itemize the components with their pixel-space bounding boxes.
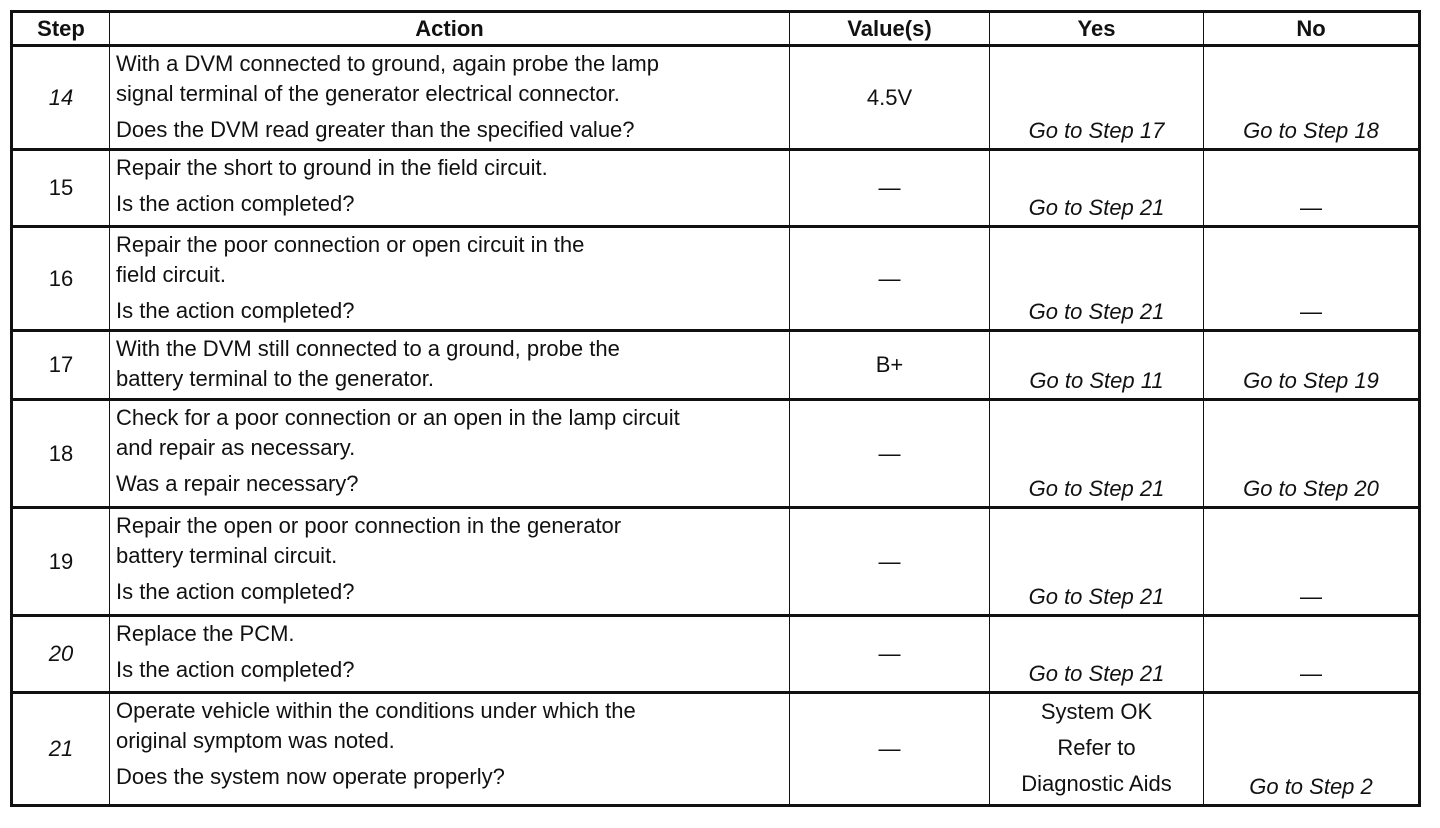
yes-goto: Go to Step 21 <box>1028 661 1165 686</box>
diagnostic-table-page <box>10 10 1418 822</box>
value-cell: — <box>790 400 990 508</box>
yes-goto: Go to Step 21 <box>1028 476 1165 501</box>
yes-goto: Go to Step 17 <box>1028 118 1165 143</box>
table-row <box>12 616 1420 693</box>
action-text: Replace the PCM. <box>116 621 295 646</box>
no-cell <box>1204 227 1420 331</box>
table-row <box>12 227 1420 331</box>
action-text: battery terminal to the generator. <box>116 366 434 391</box>
no-goto: — <box>1300 195 1322 220</box>
action-text: field circuit. <box>116 262 227 287</box>
action-cell <box>110 227 790 331</box>
no-cell <box>1204 46 1420 150</box>
action-cell <box>110 616 790 693</box>
step-number: 14 <box>12 46 110 150</box>
action-cell <box>110 508 790 616</box>
step-number: 21 <box>12 693 110 806</box>
yes-goto: Go to Step 11 <box>1029 368 1164 393</box>
action-question: Does the system now operate properly? <box>116 764 505 789</box>
table-row <box>12 150 1420 227</box>
step-number: 20 <box>12 616 110 693</box>
action-text: battery terminal circuit. <box>116 543 338 568</box>
table-row <box>12 508 1420 616</box>
step-number: 18 <box>12 400 110 508</box>
yes-text: Refer to <box>1057 735 1136 760</box>
yes-goto: Go to Step 21 <box>1028 299 1165 324</box>
action-question: Does the DVM read greater than the specified value? <box>116 117 635 142</box>
value-cell: 4.5V <box>790 46 990 150</box>
value-cell: — <box>790 616 990 693</box>
no-goto: Go to Step 20 <box>1243 476 1379 501</box>
action-text: Repair the open or poor connection in the generator <box>116 513 622 538</box>
yes-text: Diagnostic Aids <box>1021 771 1172 796</box>
table-row <box>12 400 1420 508</box>
no-cell <box>1204 150 1420 227</box>
action-text: With a DVM connected to ground, again probe the lamp <box>116 51 659 76</box>
no-cell <box>1204 616 1420 693</box>
action-question: Is the action completed? <box>116 579 355 604</box>
yes-cell <box>990 227 1204 331</box>
header-row <box>12 12 1420 46</box>
action-question: Is the action completed? <box>116 298 355 323</box>
header-action: Action <box>110 12 790 46</box>
action-cell <box>110 693 790 806</box>
no-cell <box>1204 400 1420 508</box>
action-text: signal terminal of the generator electrical connector. <box>116 81 620 106</box>
action-text: original symptom was noted. <box>116 728 395 753</box>
action-question: Is the action completed? <box>116 657 355 682</box>
no-cell <box>1204 508 1420 616</box>
no-goto: Go to Step 18 <box>1243 118 1379 143</box>
table-row <box>12 46 1420 150</box>
action-cell <box>110 46 790 150</box>
header-value: Value(s) <box>790 12 990 46</box>
value-cell: — <box>790 150 990 227</box>
table-row <box>12 693 1420 806</box>
header-yes: Yes <box>990 12 1204 46</box>
yes-goto: Go to Step 21 <box>1028 195 1165 220</box>
header-step: Step <box>12 12 110 46</box>
yes-cell <box>990 616 1204 693</box>
value-cell: — <box>790 227 990 331</box>
yes-text: System OK <box>1040 699 1153 724</box>
no-goto: — <box>1300 584 1322 609</box>
yes-cell <box>990 400 1204 508</box>
action-cell <box>110 150 790 227</box>
action-text: Check for a poor connection or an open in the lamp circuit <box>116 405 680 430</box>
yes-cell <box>990 693 1204 806</box>
yes-cell <box>990 46 1204 150</box>
no-goto: Go to Step 19 <box>1243 368 1379 393</box>
yes-cell <box>990 331 1204 400</box>
value-cell: — <box>790 508 990 616</box>
diagnostic-steps-table <box>10 10 1421 807</box>
table-body <box>12 46 1420 806</box>
step-number: 15 <box>12 150 110 227</box>
table-row <box>12 331 1420 400</box>
action-text: Repair the short to ground in the field circuit. <box>116 155 548 180</box>
value-cell: — <box>790 693 990 806</box>
yes-cell <box>990 150 1204 227</box>
action-question: Is the action completed? <box>116 191 355 216</box>
yes-goto: Go to Step 21 <box>1028 584 1165 609</box>
no-cell <box>1204 331 1420 400</box>
action-text: Repair the poor connection or open circuit in the <box>116 232 585 257</box>
step-number: 19 <box>12 508 110 616</box>
action-cell <box>110 400 790 508</box>
action-text: With the DVM still connected to a ground, probe the <box>116 336 620 361</box>
header-no: No <box>1204 12 1420 46</box>
action-text: and repair as necessary. <box>116 435 356 460</box>
value-cell: B+ <box>790 331 990 400</box>
step-number: 16 <box>12 227 110 331</box>
no-goto: — <box>1300 661 1322 686</box>
action-text: Operate vehicle within the conditions under which the <box>116 698 636 723</box>
no-goto: — <box>1300 299 1322 324</box>
step-number: 17 <box>12 331 110 400</box>
action-question: Was a repair necessary? <box>116 471 359 496</box>
action-cell <box>110 331 790 400</box>
yes-cell <box>990 508 1204 616</box>
no-goto: Go to Step 2 <box>1249 774 1373 799</box>
no-cell <box>1204 693 1420 806</box>
